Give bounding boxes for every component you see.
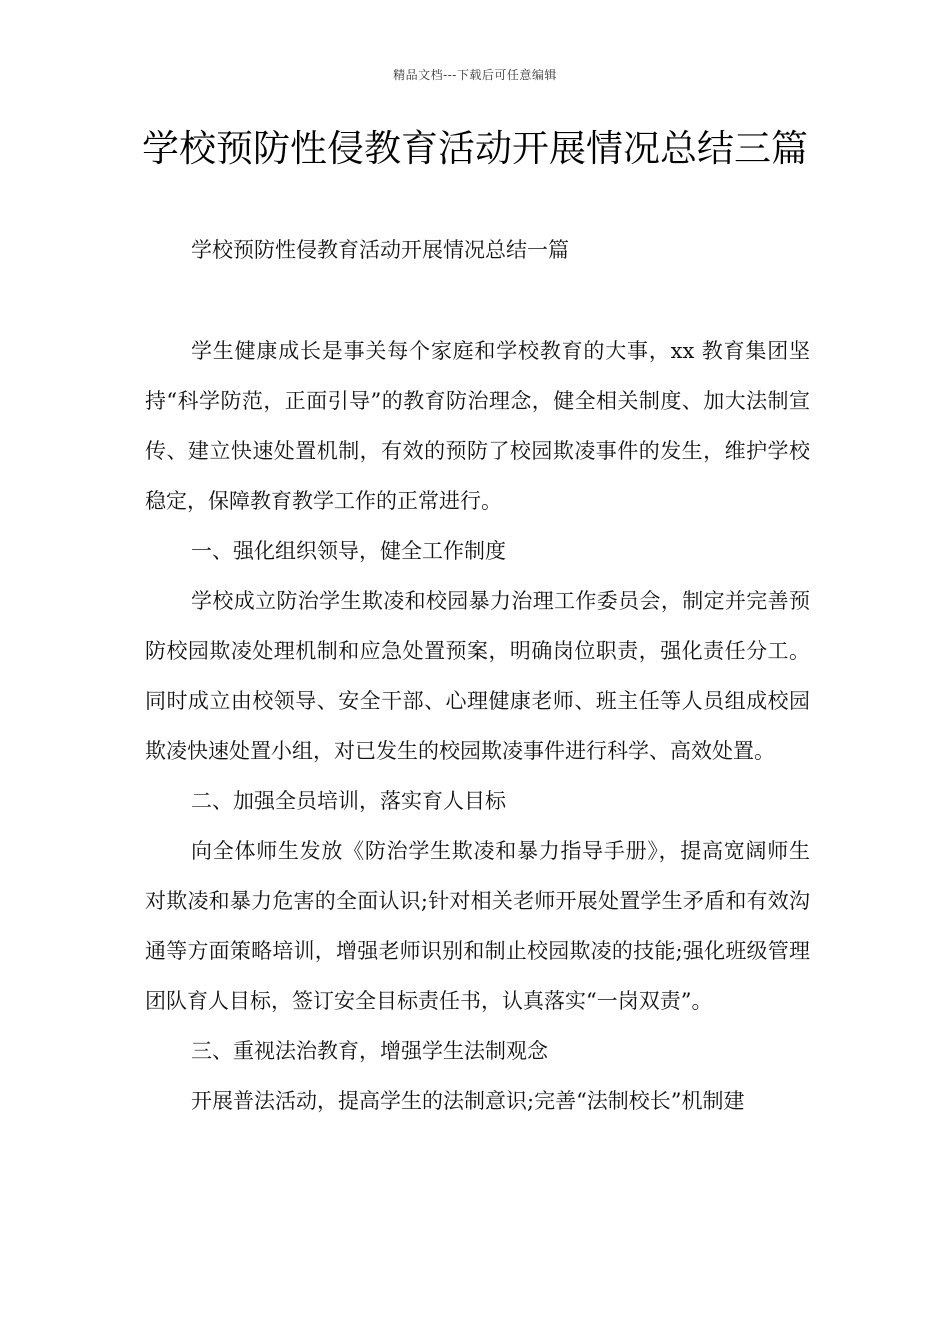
header-note: 精品文档---下载后可任意编辑 [393, 68, 557, 82]
document-subtitle: 学校预防性侵教育活动开展情况总结一篇 [191, 238, 569, 262]
section-heading-1: 一、强化组织领导，健全工作制度 [191, 539, 506, 563]
section-paragraph-2: 向全体师生发放《防治学生欺凌和暴力指导手册》，提高宽阔师生对欺凌和暴力危害的全面认识;针对相关老师开展处置学生矛盾和有效沟通等方面策略培训，增强老师识别和制止校园欺凌的技能;强化班级管理团队育人目标，签订安全目标责任书，认真落实“一岗双责”。 [145, 839, 810, 1013]
section-heading-3: 三、重视法治教育，增强学生法制观念 [191, 1039, 548, 1063]
section-heading-2: 二、加强全员培训，落实育人目标 [191, 789, 506, 813]
document-body [145, 326, 810, 1126]
section-paragraph-1: 学校成立防治学生欺凌和校园暴力治理工作委员会，制定并完善预防校园欺凌处理机制和应急处置预案，明确岗位职责，强化责任分工。同时成立由校领导、安全干部、心理健康老师、班主任等人员组成校园欺凌快速处置小组，对已发生的校园欺凌事件进行科学、高效处置。 [145, 589, 810, 763]
intro-paragraph: 学生健康成长是事关每个家庭和学校教育的大事，xx 教育集团坚持“科学防范，正面引导”的教育防治理念，健全相关制度、加大法制宣传、建立快速处置机制，有效的预防了校园欺凌事件的发生，维护学校稳定，保障教育教学工作的正常进行。 [145, 339, 810, 513]
document-title: 学校预防性侵教育活动开展情况总结三篇 [142, 127, 808, 170]
section-paragraph-3: 开展普法活动，提高学生的法制意识;完善“法制校长”机制建 [191, 1089, 745, 1113]
